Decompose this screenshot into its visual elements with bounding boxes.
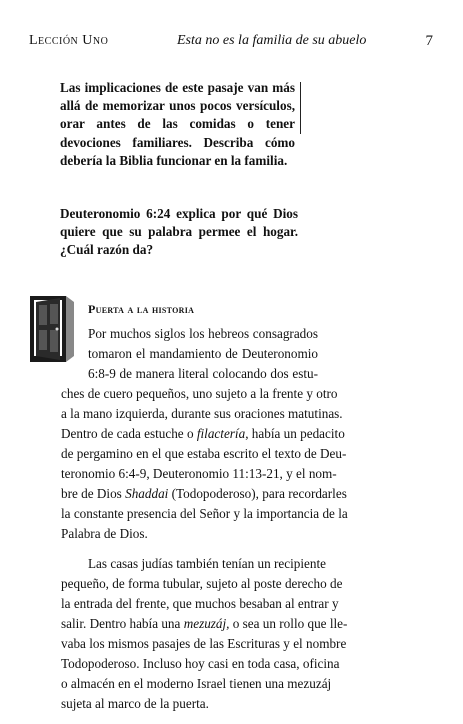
paragraph-line: pequeño, de forma tubular, sujeto al poste derecho de — [61, 576, 343, 591]
question-line: de memorizar unos pocos versículos, orar antes de — [60, 98, 295, 132]
page-number: 7 — [425, 33, 433, 49]
paragraph-line: o almacén en el moderno Israel tienen una mezuzáj — [61, 676, 332, 691]
paragraph-line: tomaron el mandamiento de Deuteronomio — [88, 346, 318, 361]
question-line: que su palabra permee el hogar. ¿Cuál razón da? — [60, 224, 298, 258]
paragraph-line: Las casas judías también tenían un recipiente — [88, 556, 327, 571]
sidebar-title: Puerta a la historia — [88, 302, 195, 316]
question-line: Las implicaciones de este pasaje van más allá — [60, 80, 295, 114]
paragraph-line: vaba los mismos pasajes de las Escrituras y el nombre — [61, 636, 347, 651]
paragraph-line: sujeta al marco de la puerta. — [61, 696, 209, 711]
paragraph-line: de pergamino en el que estaba escrito el texto de Deu- — [61, 446, 347, 461]
question-line: Deuteronomio 6:24 explica por qué Dios quiere — [60, 206, 298, 240]
paragraph-line: a la mano izquierda, durante sus oraciones matutinas. — [61, 406, 343, 421]
paragraph-line: Todopoderoso. Incluso hoy casi en toda casa, oficina — [61, 656, 340, 671]
section-label: Lección Uno — [29, 33, 109, 48]
paragraph-line: teronomio 6:4-9, Deuteronomio 11:13-21, y el nom- — [61, 466, 337, 481]
paragraph-line: 6:8-9 de manera literal colocando dos estu- — [88, 366, 318, 381]
paragraph-line: bre de Dios Shaddai (Todopoderoso), para recordarles — [61, 486, 347, 501]
paragraph-line: la entrada del frente, que muchos besaban al entrar y — [61, 596, 339, 611]
paragraph-line: Palabra de Dios. — [61, 526, 148, 541]
paragraph-line: Por muchos siglos los hebreos consagrados — [88, 326, 318, 341]
door-icon — [30, 296, 80, 362]
paragraph-line: ches de cuero pequeños, uno sujeto a la frente y otro — [61, 386, 338, 401]
running-header — [29, 33, 433, 53]
question-deuteronomy — [60, 205, 298, 260]
running-title: Esta no es la familia de su abuelo — [177, 33, 367, 48]
paragraph-line: Dentro de cada estuche o filactería, había un pedacito — [61, 426, 345, 441]
question-line: las comidas o tener devociones familiares. Describa — [60, 116, 295, 150]
question-implications — [60, 79, 295, 170]
paragraph-line: salir. Dentro había una mezuzáj, o sea un rollo que lle- — [61, 616, 348, 631]
answer-rule — [300, 82, 301, 134]
paragraph-line: la constante presencia del Señor y la importancia de la — [61, 506, 348, 521]
question-line: cómo debería la Biblia funcionar en la familia. — [60, 134, 295, 168]
